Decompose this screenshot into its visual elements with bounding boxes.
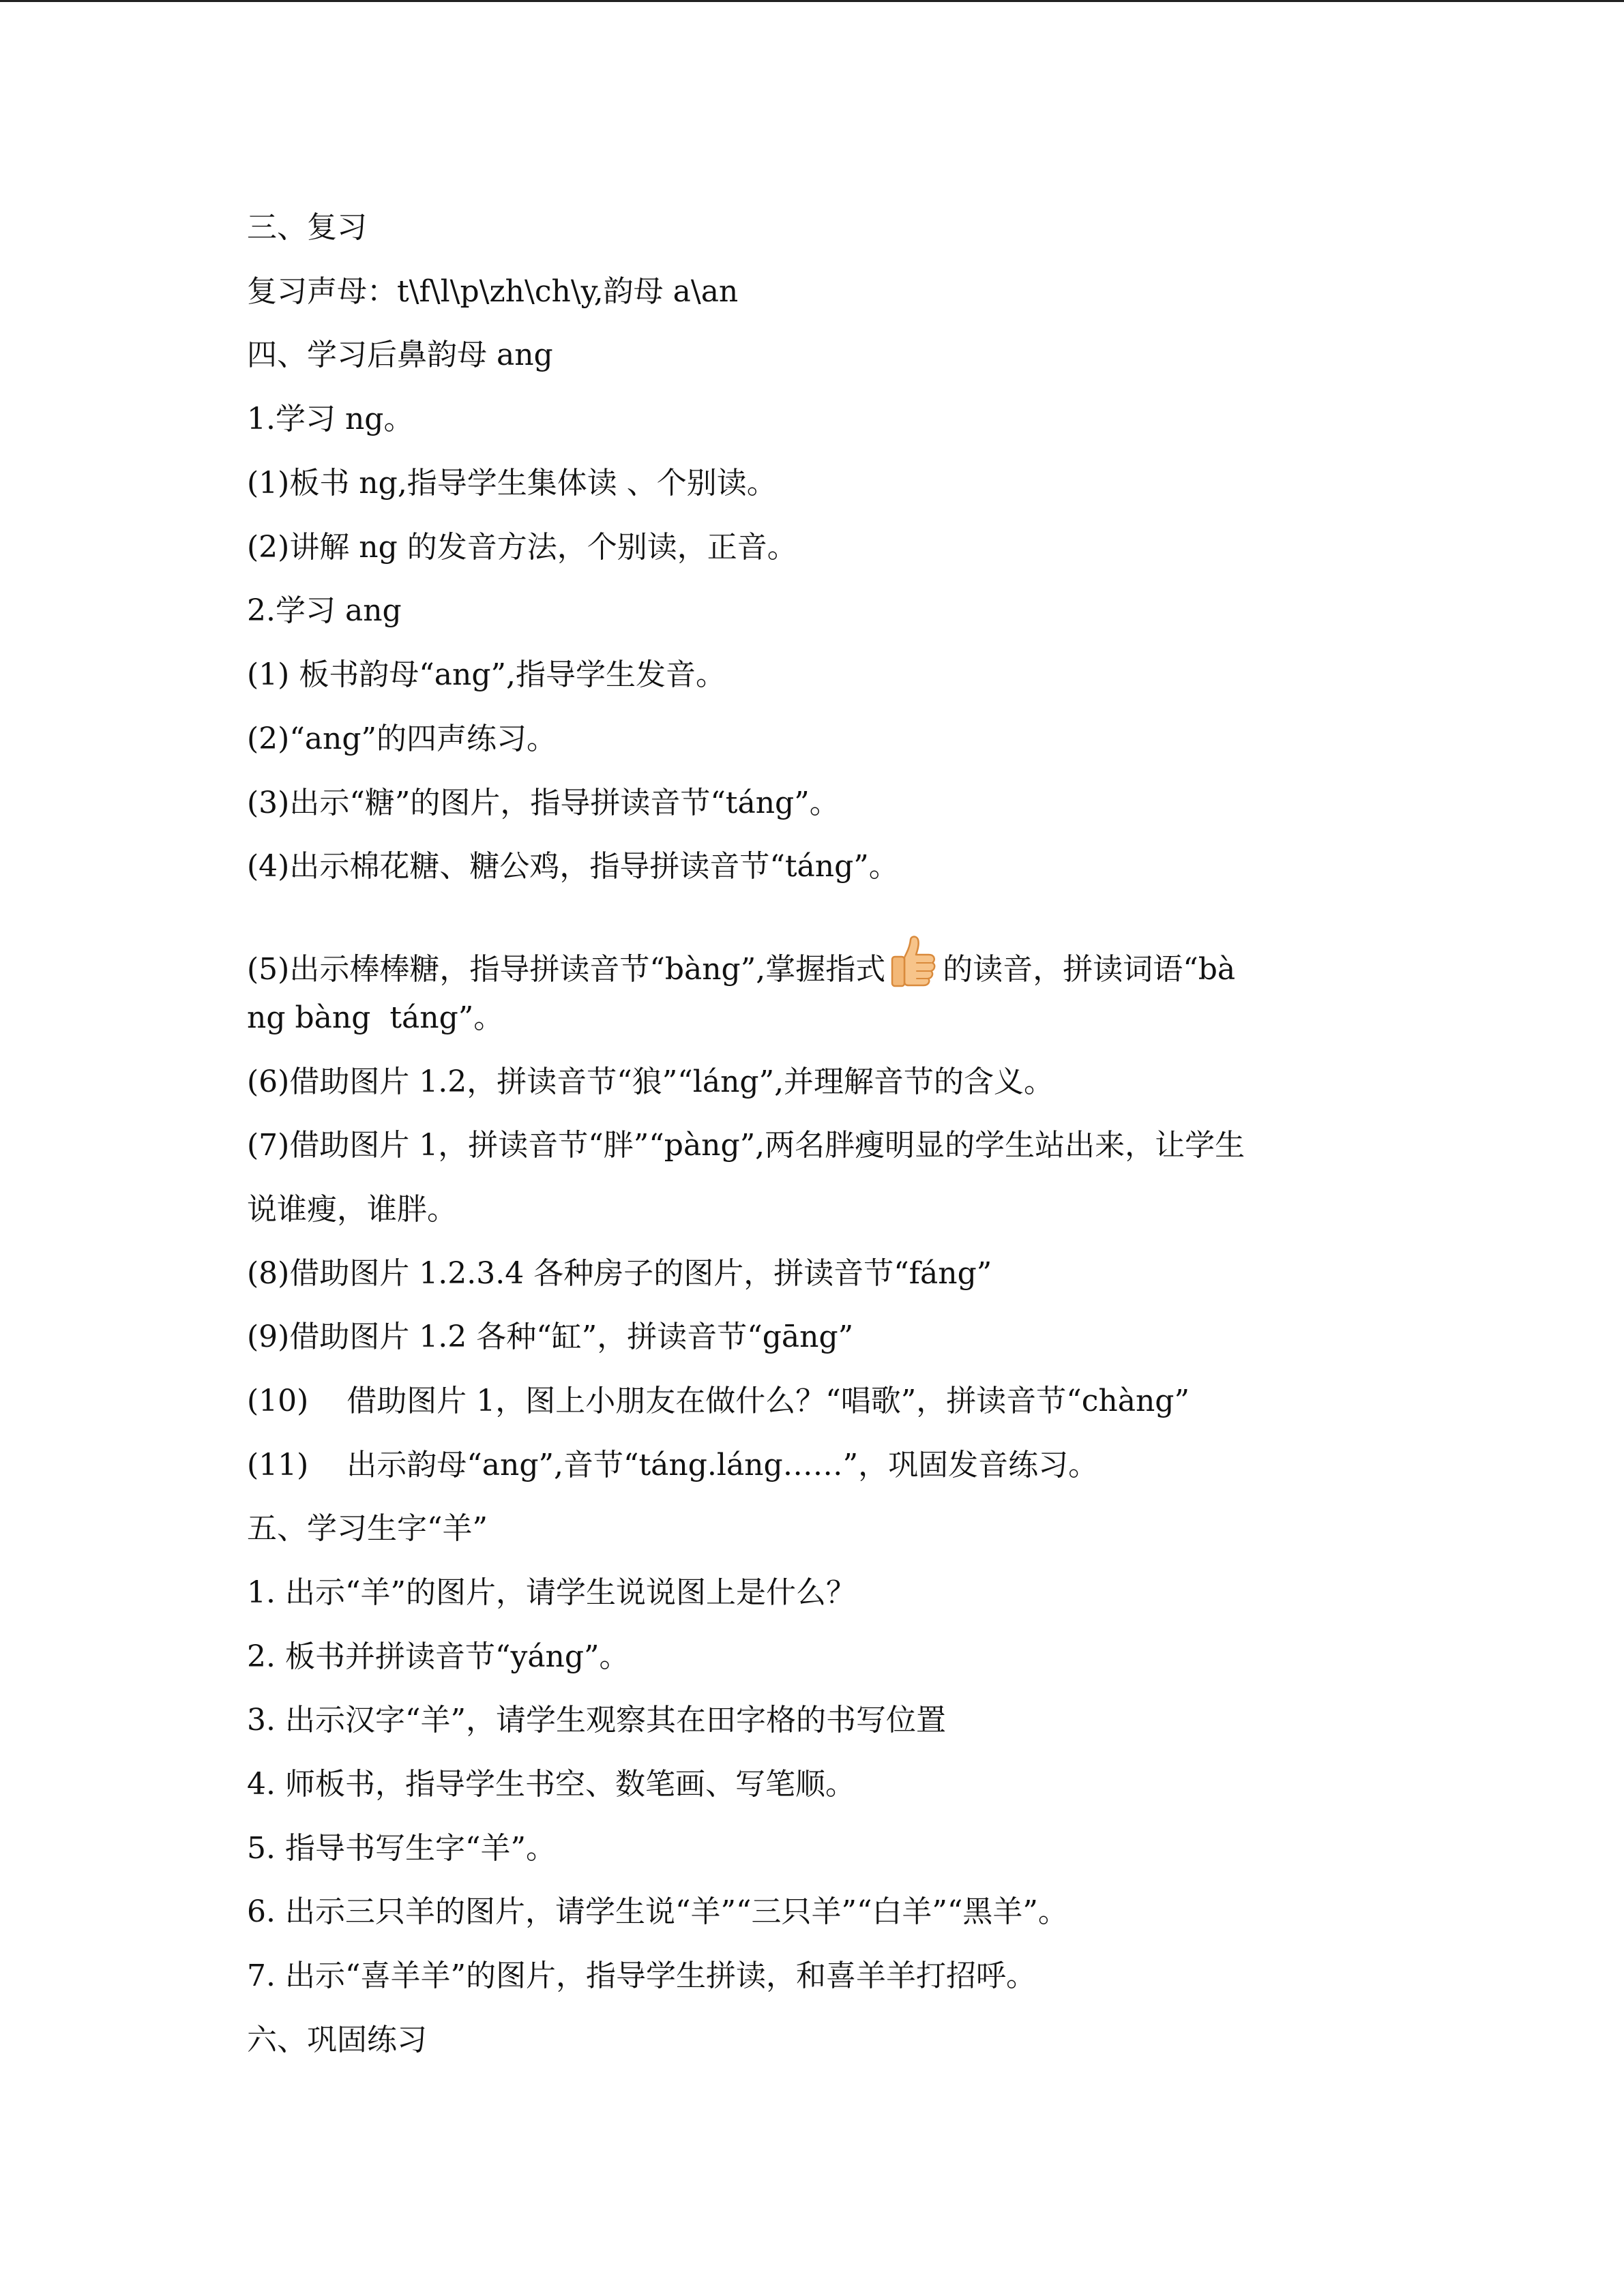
item-learn-ng: 1.学习 ng。 <box>247 402 414 436</box>
item-ang-7-continued: 说谁瘦，谁胖。 <box>247 1192 457 1227</box>
item-ang-5 <box>247 934 1235 989</box>
item-ang-7: (7)借助图片 1，拼读音节“胖”“pàng”,两名胖瘦明显的学生站出来，让学生 <box>247 1128 1245 1163</box>
paragraph-review-initials: 复习声母：t\f\l\p\zh\ch\y,韵母 a\an <box>247 274 739 309</box>
item-ang-5-text-b: 的读音，拼读词语“bà <box>943 952 1236 987</box>
item-ang-8: (8)借助图片 1.2.3.4 各种房子的图片，拼读音节“fáng” <box>247 1256 992 1291</box>
item-yang-5: 5. 指导书写生字“羊”。 <box>247 1831 556 1866</box>
heading-practice: 六、巩固练习 <box>247 2023 427 2057</box>
item-yang-6: 6. 出示三只羊的图片，请学生说“羊”“三只羊”“白羊”“黑羊”。 <box>247 1894 1068 1929</box>
item-yang-7: 7. 出示“喜羊羊”的图片，指导学生拼读，和喜羊羊打招呼。 <box>247 1958 1036 1993</box>
item-ang-4: (4)出示棉花糖、糖公鸡，指导拼读音节“táng”。 <box>247 849 899 884</box>
item-yang-4: 4. 师板书，指导学生书空、数笔画、写笔顺。 <box>247 1767 855 1802</box>
item-ang-1: (1) 板书韵母“ang”,指导学生发音。 <box>247 657 726 692</box>
item-ang-5-continued: ng bàng táng”。 <box>247 1000 504 1035</box>
heading-learn-yang: 五、学习生字“羊” <box>247 1511 488 1546</box>
item-yang-2: 2. 板书并拼读音节“yáng”。 <box>247 1639 630 1674</box>
item-ang-10: (10) 借助图片 1，图上小朋友在做什么？“唱歌”，拼读音节“chàng” <box>247 1384 1190 1418</box>
item-ng-1: (1)板书 ng,指导学生集体读 、个别读。 <box>247 466 777 501</box>
heading-learn-ang: 四、学习后鼻韵母 ang <box>247 338 553 372</box>
page-top-border <box>0 0 1624 2</box>
item-ang-2: (2)“ang”的四声练习。 <box>247 721 557 756</box>
item-ang-5-text-a: (5)出示棒棒糖，指导拼读音节“bàng”,掌握指式 <box>247 952 886 987</box>
item-ang-3: (3)出示“糖”的图片，指导拼读音节“táng”。 <box>247 786 840 820</box>
item-learn-ang: 2.学习 ang <box>247 593 402 628</box>
item-ang-6: (6)借助图片 1.2，拼读音节“狼”“láng”,并理解音节的含义。 <box>247 1064 1054 1099</box>
item-yang-3: 3. 出示汉字“羊”，请学生观察其在田字格的书写位置 <box>247 1703 946 1738</box>
item-ng-2: (2)讲解 ng 的发音方法，个别读，正音。 <box>247 530 797 565</box>
item-yang-1: 1. 出示“羊”的图片，请学生说说图上是什么？ <box>247 1575 856 1610</box>
thumbs-up-icon <box>889 934 939 987</box>
item-ang-9: (9)借助图片 1.2 各种“缸”，拼读音节“gāng” <box>247 1320 854 1354</box>
item-ang-11: (11) 出示韵母“ang”,音节“táng.láng……”，巩固发音练习。 <box>247 1448 1099 1482</box>
heading-review: 三、复习 <box>247 210 367 245</box>
